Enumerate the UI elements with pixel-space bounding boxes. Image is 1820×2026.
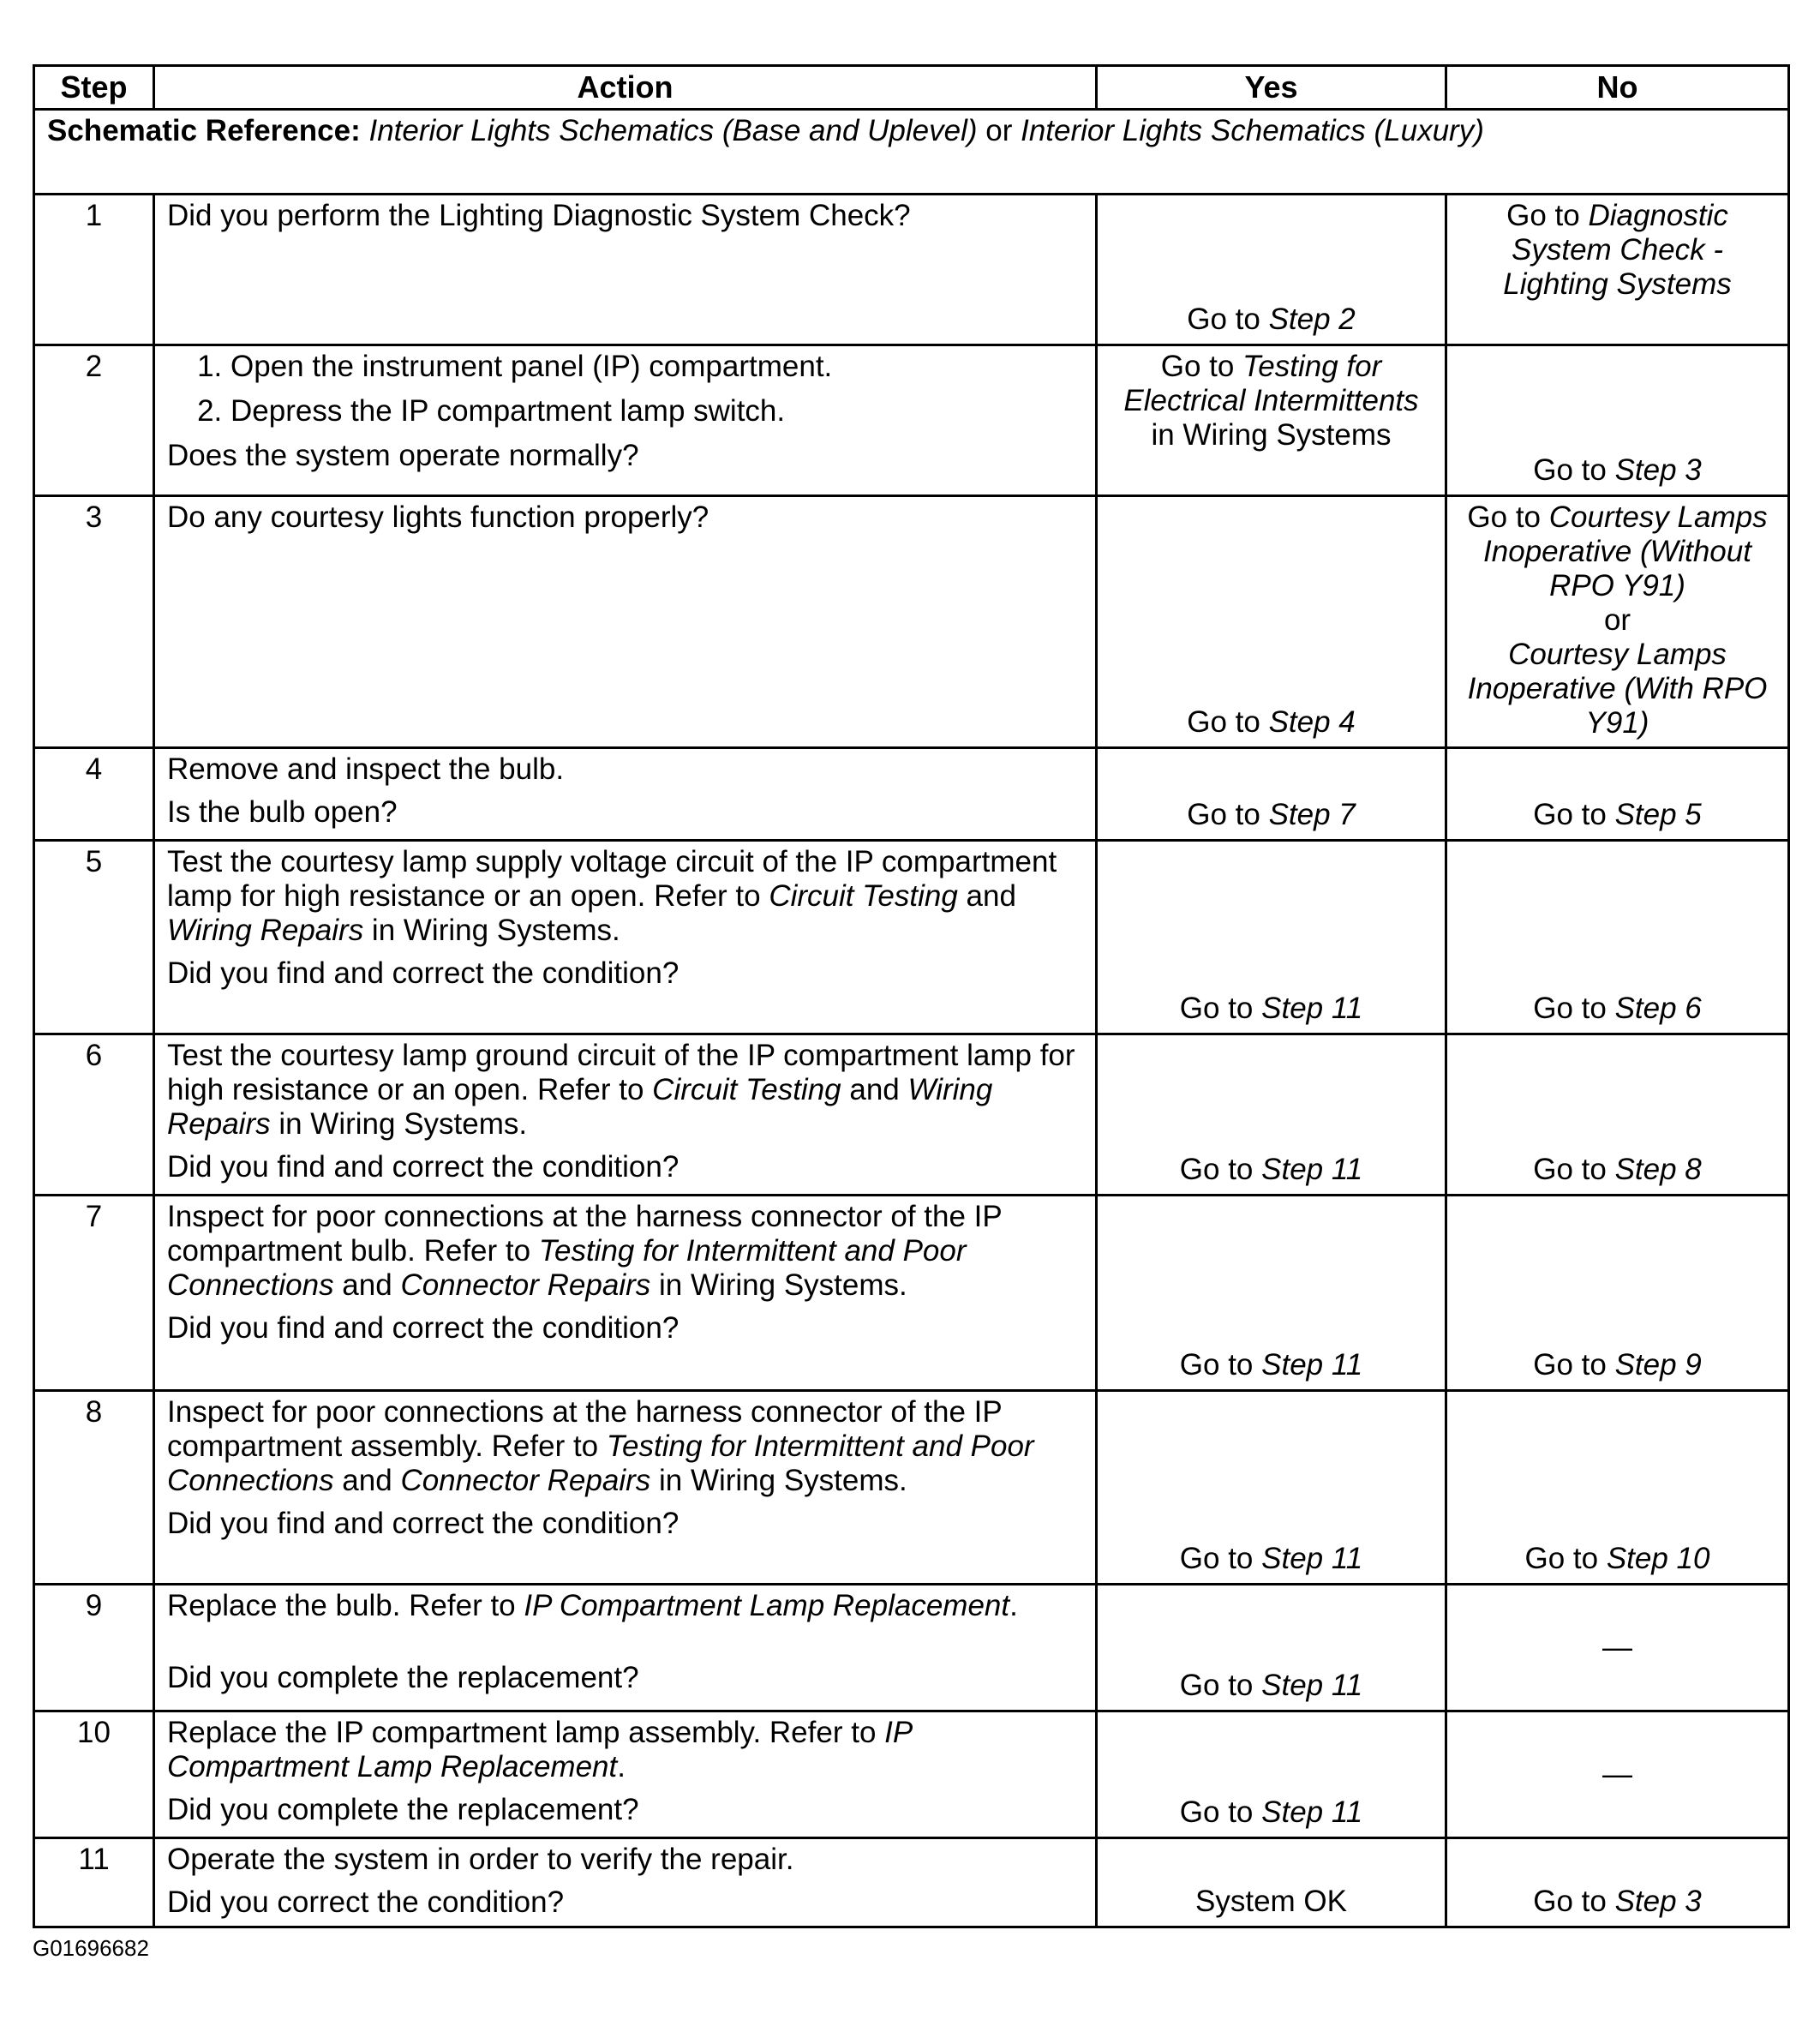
yes-cell [1097,345,1446,496]
question-text: Did you complete the replacement? [167,1793,639,1826]
question-text: Is the bulb open? [167,795,398,829]
no-cell [1446,841,1789,1034]
yes-cell [1097,1391,1446,1585]
goto-label: Go to [1179,1348,1262,1382]
ref-link[interactable]: Wiring Repairs [167,914,364,947]
or-label: or [1603,603,1631,637]
goto-label: Go to [1160,350,1243,383]
no-cell [1446,1391,1789,1585]
no-link[interactable]: Step 9 [1614,1348,1702,1382]
action-text [167,1039,1083,1142]
yes-link[interactable]: Step 11 [1261,1348,1363,1382]
goto-label: Go to [1467,501,1549,534]
no-cell: — [1446,1585,1789,1711]
action-text-tail: in Wiring Systems. [270,1107,528,1141]
goto-label: Go to [1533,1885,1615,1918]
action-text-lead: Test the courtesy lamp supply voltage circuit of the IP compartment lamp for high resistance or an open. Refer to [167,845,1057,913]
ref-link[interactable]: Testing for Intermittent and Poor Connections [167,1234,967,1302]
table-row-step-11 [34,1838,1789,1927]
and-label: and [841,1073,908,1106]
list-item: 2. Depress the IP compartment lamp switch. [230,394,1083,429]
question-text: Did you find and correct the condition? [167,1150,680,1184]
header-yes: Yes [1097,66,1446,110]
step-number: 6 [34,1034,154,1196]
action-cell [154,841,1097,1034]
list-item: 1. Open the instrument panel (IP) compartment. [230,350,1083,384]
step-number: 1 [34,195,154,345]
schematic-reference-label: Schematic Reference: [47,114,361,147]
action-text [167,1200,1083,1303]
yes-link[interactable]: Testing for Electrical Intermittents [1123,350,1419,417]
no-link[interactable]: Step 8 [1614,1153,1702,1186]
action-text-tail: in Wiring Systems. [363,914,620,947]
yes-link[interactable]: Step 11 [1261,992,1363,1025]
action-cell [154,345,1097,496]
action-cell [154,1034,1097,1196]
no-link[interactable]: Step 10 [1606,1542,1710,1575]
action-text-lead: Inspect for poor connections at the harness connector of the IP compartment bulb. Refer to [167,1200,1003,1268]
step-number: 8 [34,1391,154,1585]
action-text-tail: in Wiring Systems. [650,1464,907,1497]
ref-link[interactable]: IP Compartment Lamp Replacement [524,1589,1010,1622]
yes-link[interactable]: Step 11 [1261,1542,1363,1575]
question-text: Does the system operate normally? [167,439,639,472]
goto-label: Go to [1506,199,1589,232]
no-cell [1446,496,1789,748]
no-link[interactable]: Step 3 [1614,453,1702,487]
table-row-step-8 [34,1391,1789,1585]
yes-cell [1097,748,1446,841]
header-step: Step [34,66,154,110]
yes-cell [1097,1196,1446,1391]
yes-link[interactable]: Step 11 [1261,1795,1363,1829]
action-text-lead: Replace the bulb. Refer to [167,1589,524,1622]
schematic-link-base[interactable]: Interior Lights Schematics (Base and Uplevel) [368,114,978,147]
diagnostic-table [33,64,1790,1928]
action-text-tail: . [617,1750,626,1783]
action-text-lead: Test the courtesy lamp ground circuit of the IP compartment lamp for high resistance or an open. Refer to [167,1039,1075,1106]
step-number: 7 [34,1196,154,1391]
and-label: and [333,1268,401,1302]
goto-label: Go to [1524,1542,1607,1575]
action-text-lead: Inspect for poor connections at the harness connector of the IP compartment assembly. Refer to [167,1395,1003,1463]
action-cell [154,1391,1097,1585]
no-link[interactable]: Step 6 [1614,992,1702,1025]
goto-label: Go to [1179,1542,1262,1575]
figure-id: G01696682 [33,1935,149,1961]
yes-link[interactable]: Step 11 [1261,1669,1363,1702]
header-row [34,66,1789,110]
action-cell [154,1196,1097,1391]
table-row-step-1 [34,195,1789,345]
yes-link[interactable]: Step 7 [1268,798,1356,831]
step-number: 2 [34,345,154,496]
table-row-step-2 [34,345,1789,496]
and-label: and [957,879,1016,913]
yes-cell [1097,841,1446,1034]
no-link-without-rpo[interactable]: Courtesy Lamps Inoperative (Without RPO Y91) [1483,501,1768,602]
goto-label: Go to [1533,1348,1615,1382]
goto-label: Go to [1187,798,1269,831]
header-action: Action [154,66,1097,110]
goto-label: Go to [1533,453,1615,487]
action-steps-list [167,350,1083,429]
no-link-with-rpo[interactable]: Courtesy Lamps Inoperative (With RPO Y91) [1467,638,1768,740]
ref-link[interactable]: Testing for Intermittent and Poor Connections [167,1430,1034,1497]
action-cell [154,496,1097,748]
goto-label: Go to [1533,798,1615,831]
goto-label: Go to [1187,303,1269,336]
action-text [167,1589,1083,1623]
yes-cell: System OK [1097,1838,1446,1927]
no-link[interactable]: Diagnostic System Check - Lighting Systems [1503,199,1732,301]
question-text: Did you perform the Lighting Diagnostic System Check? [167,199,911,232]
question-text: Did you find and correct the condition? [167,956,680,990]
ref-link[interactable]: Circuit Testing [652,1073,841,1106]
no-cell [1446,1034,1789,1196]
table-row-step-3 [34,496,1789,748]
action-text [167,1716,1083,1784]
goto-label: Go to [1187,705,1269,739]
action-text: Remove and inspect the bulb. [167,752,565,786]
no-cell [1446,345,1789,496]
question-text: Did you find and correct the condition? [167,1507,680,1540]
action-text-tail: in Wiring Systems. [650,1268,907,1302]
question-text: Did you find and correct the condition? [167,1311,680,1345]
action-cell [154,195,1097,345]
action-cell [154,1711,1097,1838]
step-number: 11 [34,1838,154,1927]
question-text: Did you complete the replacement? [167,1661,639,1694]
yes-cell [1097,496,1446,748]
yes-cell [1097,195,1446,345]
action-text-lead: Replace the IP compartment lamp assembly. Refer to [167,1716,885,1749]
step-number: 5 [34,841,154,1034]
schematic-or: or [977,114,1021,147]
goto-label: Go to [1179,1153,1262,1186]
ref-link[interactable]: Connector Repairs [400,1268,651,1302]
no-link[interactable]: Step 5 [1614,798,1702,831]
goto-label: Go to [1179,1669,1262,1702]
schematic-reference-row [34,110,1789,195]
no-cell [1446,748,1789,841]
goto-label: Go to [1533,1153,1615,1186]
yes-link[interactable]: Step 4 [1268,705,1356,739]
question-text: Do any courtesy lights function properly? [167,501,709,534]
ref-link[interactable]: Connector Repairs [400,1464,651,1497]
ref-link[interactable]: IP Compartment Lamp Replacement [167,1716,912,1783]
table-row-step-6 [34,1034,1789,1196]
goto-label: Go to [1179,992,1262,1025]
ref-link[interactable]: Wiring Repairs [167,1073,993,1141]
no-cell [1446,1838,1789,1927]
yes-link[interactable]: Step 11 [1261,1153,1363,1186]
step-number: 9 [34,1585,154,1711]
table-row-step-9 [34,1585,1789,1711]
schematic-link-luxury[interactable]: Interior Lights Schematics (Luxury) [1021,114,1484,147]
yes-cell [1097,1034,1446,1196]
schematic-reference [34,110,1789,195]
no-link[interactable]: Step 3 [1614,1885,1702,1918]
no-cell: — [1446,1711,1789,1838]
step-number: 10 [34,1711,154,1838]
table-row-step-7 [34,1196,1789,1391]
action-text [167,845,1083,948]
question-text: Did you correct the condition? [167,1885,565,1919]
ref-link[interactable]: Circuit Testing [769,879,958,913]
no-cell [1446,195,1789,345]
action-text: Operate the system in order to verify the repair. [167,1843,794,1876]
goto-label: Go to [1179,1795,1262,1829]
yes-cell [1097,1711,1446,1838]
yes-link[interactable]: Step 2 [1268,303,1356,336]
and-label: and [333,1464,401,1497]
action-text [167,1395,1083,1498]
step-number: 4 [34,748,154,841]
header-no: No [1446,66,1789,110]
table-row-step-4 [34,748,1789,841]
step-number: 3 [34,496,154,748]
action-text-tail: . [1009,1589,1018,1622]
no-cell [1446,1196,1789,1391]
yes-suffix: in Wiring Systems [1151,418,1392,452]
action-cell [154,1838,1097,1927]
yes-cell [1097,1585,1446,1711]
table-row-step-5 [34,841,1789,1034]
action-cell [154,748,1097,841]
table-row-step-10 [34,1711,1789,1838]
action-cell [154,1585,1097,1711]
goto-label: Go to [1533,992,1615,1025]
